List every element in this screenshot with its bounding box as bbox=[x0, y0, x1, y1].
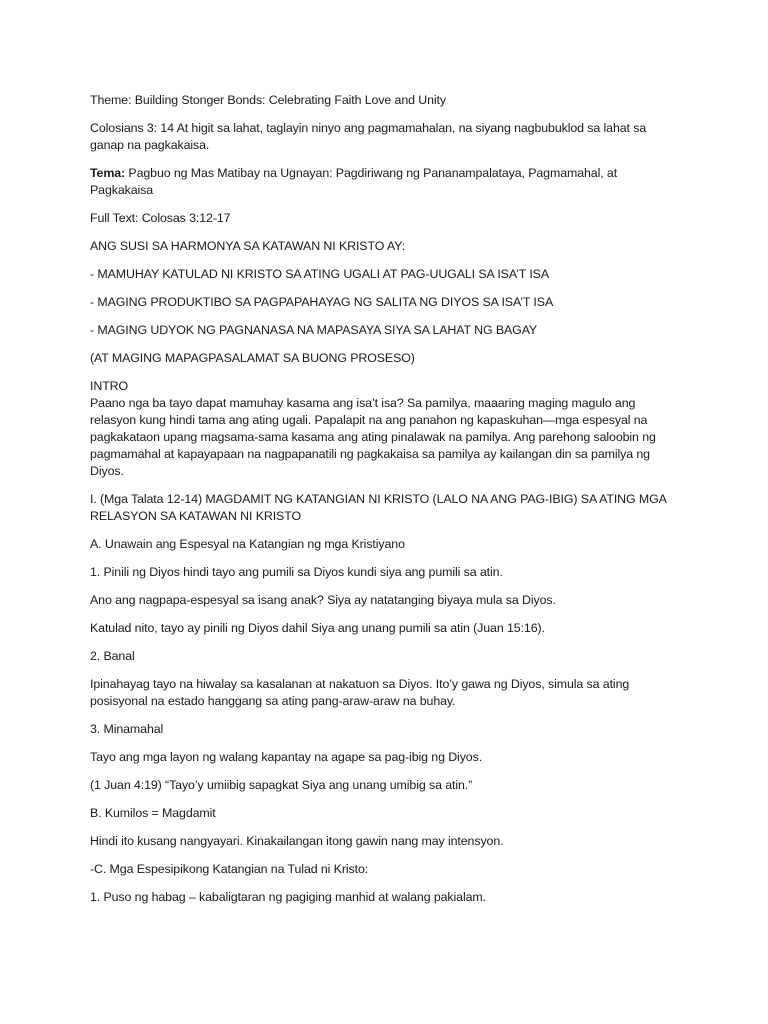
verse-paragraph: Colosians 3: 14 At higit sa lahat, taglayin ninyo ang pagmamahalan, na siyang nagbubuklod sa lahat sa ganap na pagkakaisa. bbox=[90, 121, 647, 152]
point-two-text: Ipinahayag tayo na hiwalay sa kasalanan at nakatuon sa Diyos. Ito’y gawa ng Diyos, simula sa ating posisyonal na estado hanggang sa ating pang-araw-araw na buhay. bbox=[90, 677, 630, 708]
point-three: 3. Minamahal bbox=[90, 722, 164, 736]
point-three-verse: (1 Juan 4:19) “Tayo’y umiibig sapagkat Siya ang unang umibig sa atin.” bbox=[90, 778, 473, 792]
point-two: 2. Banal bbox=[90, 649, 135, 663]
intro-heading: INTRO bbox=[90, 379, 129, 393]
key-point: - MAGING UDYOK NG PAGNANASA NA MAPASAYA SIYA SA LAHAT NG BAGAY bbox=[90, 323, 538, 337]
point-one-question: Ano ang nagpapa-espesyal sa isang anak? Siya ay natatanging biyaya mula sa Diyos. bbox=[90, 593, 556, 607]
document-body bbox=[90, 92, 680, 917]
full-text-line: Full Text: Colosas 3:12-17 bbox=[90, 211, 231, 225]
grateful-line: (AT MAGING MAPAGPASALAMAT SA BUONG PROSESO) bbox=[90, 351, 415, 365]
point-three-text: Tayo ang mga layon ng walang kapantay na agape sa pag-ibig ng Diyos. bbox=[90, 750, 483, 764]
point-one: 1. Pinili ng Diyos hindi tayo ang pumili sa Diyos kundi siya ang pumili sa atin. bbox=[90, 565, 503, 579]
subheading-b-text: Hindi ito kusang nangyayari. Kinakailangan itong gawin nang may intensyon. bbox=[90, 834, 504, 848]
key-point: - MAGING PRODUKTIBO SA PAGPAPAHAYAG NG SALITA NG DIYOS SA ISA’T ISA bbox=[90, 295, 554, 309]
point-one-answer: Katulad nito, tayo ay pinili ng Diyos dahil Siya ang unang pumili sa atin (Juan 15:16). bbox=[90, 621, 545, 635]
tema-paragraph bbox=[90, 165, 680, 199]
subheading-b: B. Kumilos = Magdamit bbox=[90, 806, 216, 820]
subheading-a: A. Unawain ang Espesyal na Katangian ng mga Kristiyano bbox=[90, 537, 405, 551]
key-heading: ANG SUSI SA HARMONYA SA KATAWAN NI KRISTO AY: bbox=[90, 239, 405, 253]
intro-paragraph: Paano nga ba tayo dapat mamuhay kasama ang isa’t isa? Sa pamilya, maaaring maging magulo ang relasyon kung hindi tama ang ating ugali. Papalapit na ang panahon ng kapaskuhan—mga espesyal na pagkakataon upang magsama-sama kasama ang ating pinalawak na pamilya. Ang parehong saloobin ng pagmamahal at kapayapaan na nagpapanatili ng pagkakaisa sa pamilya ay kailangan din sa pamilya ng Diyos. bbox=[90, 396, 656, 478]
subheading-c: -C. Mga Espesipikong Katangian na Tulad ni Kristo: bbox=[90, 862, 369, 876]
tema-text: Pagbuo ng Mas Matibay na Ugnayan: Pagdiriwang ng Pananampalataya, Pagmamahal, at Pagkakaisa bbox=[90, 166, 618, 197]
subheading-c-point-one: 1. Puso ng habag – kabaligtaran ng pagiging manhid at walang pakialam. bbox=[90, 890, 486, 904]
theme-line: Theme: Building Stonger Bonds: Celebrating Faith Love and Unity bbox=[90, 93, 446, 107]
tema-label: Tema: bbox=[90, 166, 126, 180]
key-point: - MAMUHAY KATULAD NI KRISTO SA ATING UGALI AT PAG-UUGALI SA ISA’T ISA bbox=[90, 267, 550, 281]
section-one-heading: I. (Mga Talata 12-14) MAGDAMIT NG KATANGIAN NI KRISTO (LALO NA ANG PAG-IBIG) SA ATING MGA RELASYON SA KATAWAN NI KRISTO bbox=[90, 492, 667, 523]
